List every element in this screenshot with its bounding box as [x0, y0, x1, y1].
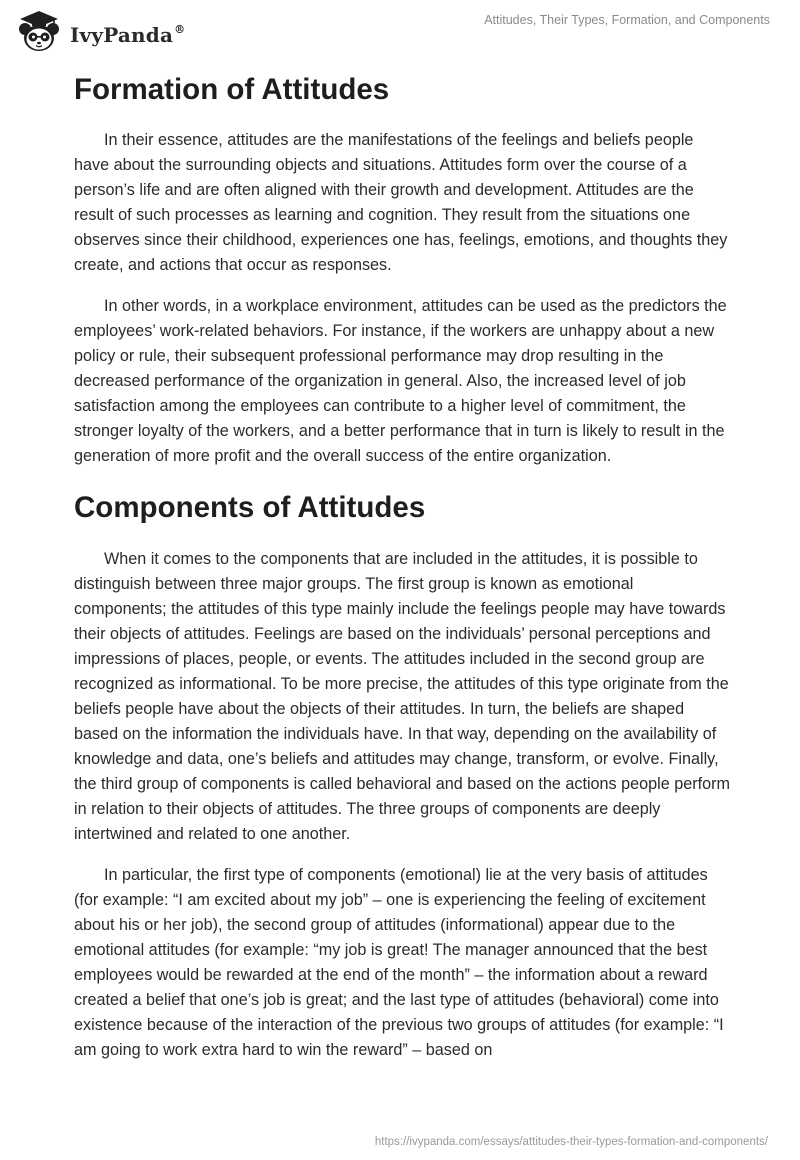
panda-graduate-icon — [16, 9, 62, 60]
article-body — [74, 68, 730, 1079]
page-header — [0, 0, 800, 60]
brand-logo[interactable] — [16, 9, 185, 60]
brand-name: IvyPanda® — [70, 22, 186, 47]
section-heading-components: Components of Attitudes — [74, 491, 426, 524]
paragraph: In their essence, attitudes are the manifestations of the feelings and beliefs people have about the surrounding objects and situations. Attitudes form over the course of a person’s life and are often aligned with their growth and development. Attitudes are the result of such processes as learning and cognition. They result from the situations one observes since their childhood, experiences one has, feelings, emotions, and thoughts they create, and actions that occur as responses. — [74, 131, 728, 274]
paragraph: In other words, in a workplace environment, attitudes can be used as the predictors the employees’ work-related behaviors. For instance, if the workers are unhappy about a new policy or rule, their subsequent professional performance may drop resulting in the decreased performance of the organization in general. Also, the increased level of job satisfaction among the employees can contribute to a higher level of commitment, the stronger loyalty of the workers, and a better performance that in turn is likely to result in the generation of more profit and the overall success of the entire organization. — [74, 297, 727, 465]
document-title: Attitudes, Their Types, Formation, and Components — [484, 13, 770, 27]
section-heading-formation: Formation of Attitudes — [74, 73, 390, 106]
registered-mark: ® — [174, 22, 186, 36]
paragraph: When it comes to the components that are included in the attitudes, it is possible to distinguish between three major groups. The first group is known as emotional components; the attitudes of this type mainly include the feelings people may have towards their objects of attitudes. Feelings are based on the individuals’ personal perceptions and impressions of places, people, or events. The attitudes included in the second group are recognized as informational. To be more precise, the attitudes of this type originate from the beliefs people have about the objects of their attitudes. In turn, the beliefs are shaped based on the information the individuals have. In that way, depending on the availability of knowledge and data, one’s beliefs and attitudes may change, transform, or evolve. Finally, the third group of components is called behavioral and based on the actions people perform in relation to their objects of attitudes. The three groups of components are deeply intertwined and related to one another. — [74, 550, 731, 843]
source-url[interactable]: https://ivypanda.com/essays/attitudes-their-types-formation-and-components/ — [374, 1136, 768, 1148]
paragraph: In particular, the first type of components (emotional) lie at the very basis of attitudes (for example: “I am excited about my job” – one is experiencing the feeling of excitement about his or her job), the second group of attitudes (informational) appear due to the emotional attitudes (for example: “my job is great! The manager announced that the best employees would be rewarded at the end of the month” – the information about a reward created a belief that one’s job is great; and the last type of attitudes (behavioral) come into existence because of the interaction of the previous two groups of attitudes (for example: “I am going to work extra hard to win the reward” – based on — [74, 866, 724, 1059]
